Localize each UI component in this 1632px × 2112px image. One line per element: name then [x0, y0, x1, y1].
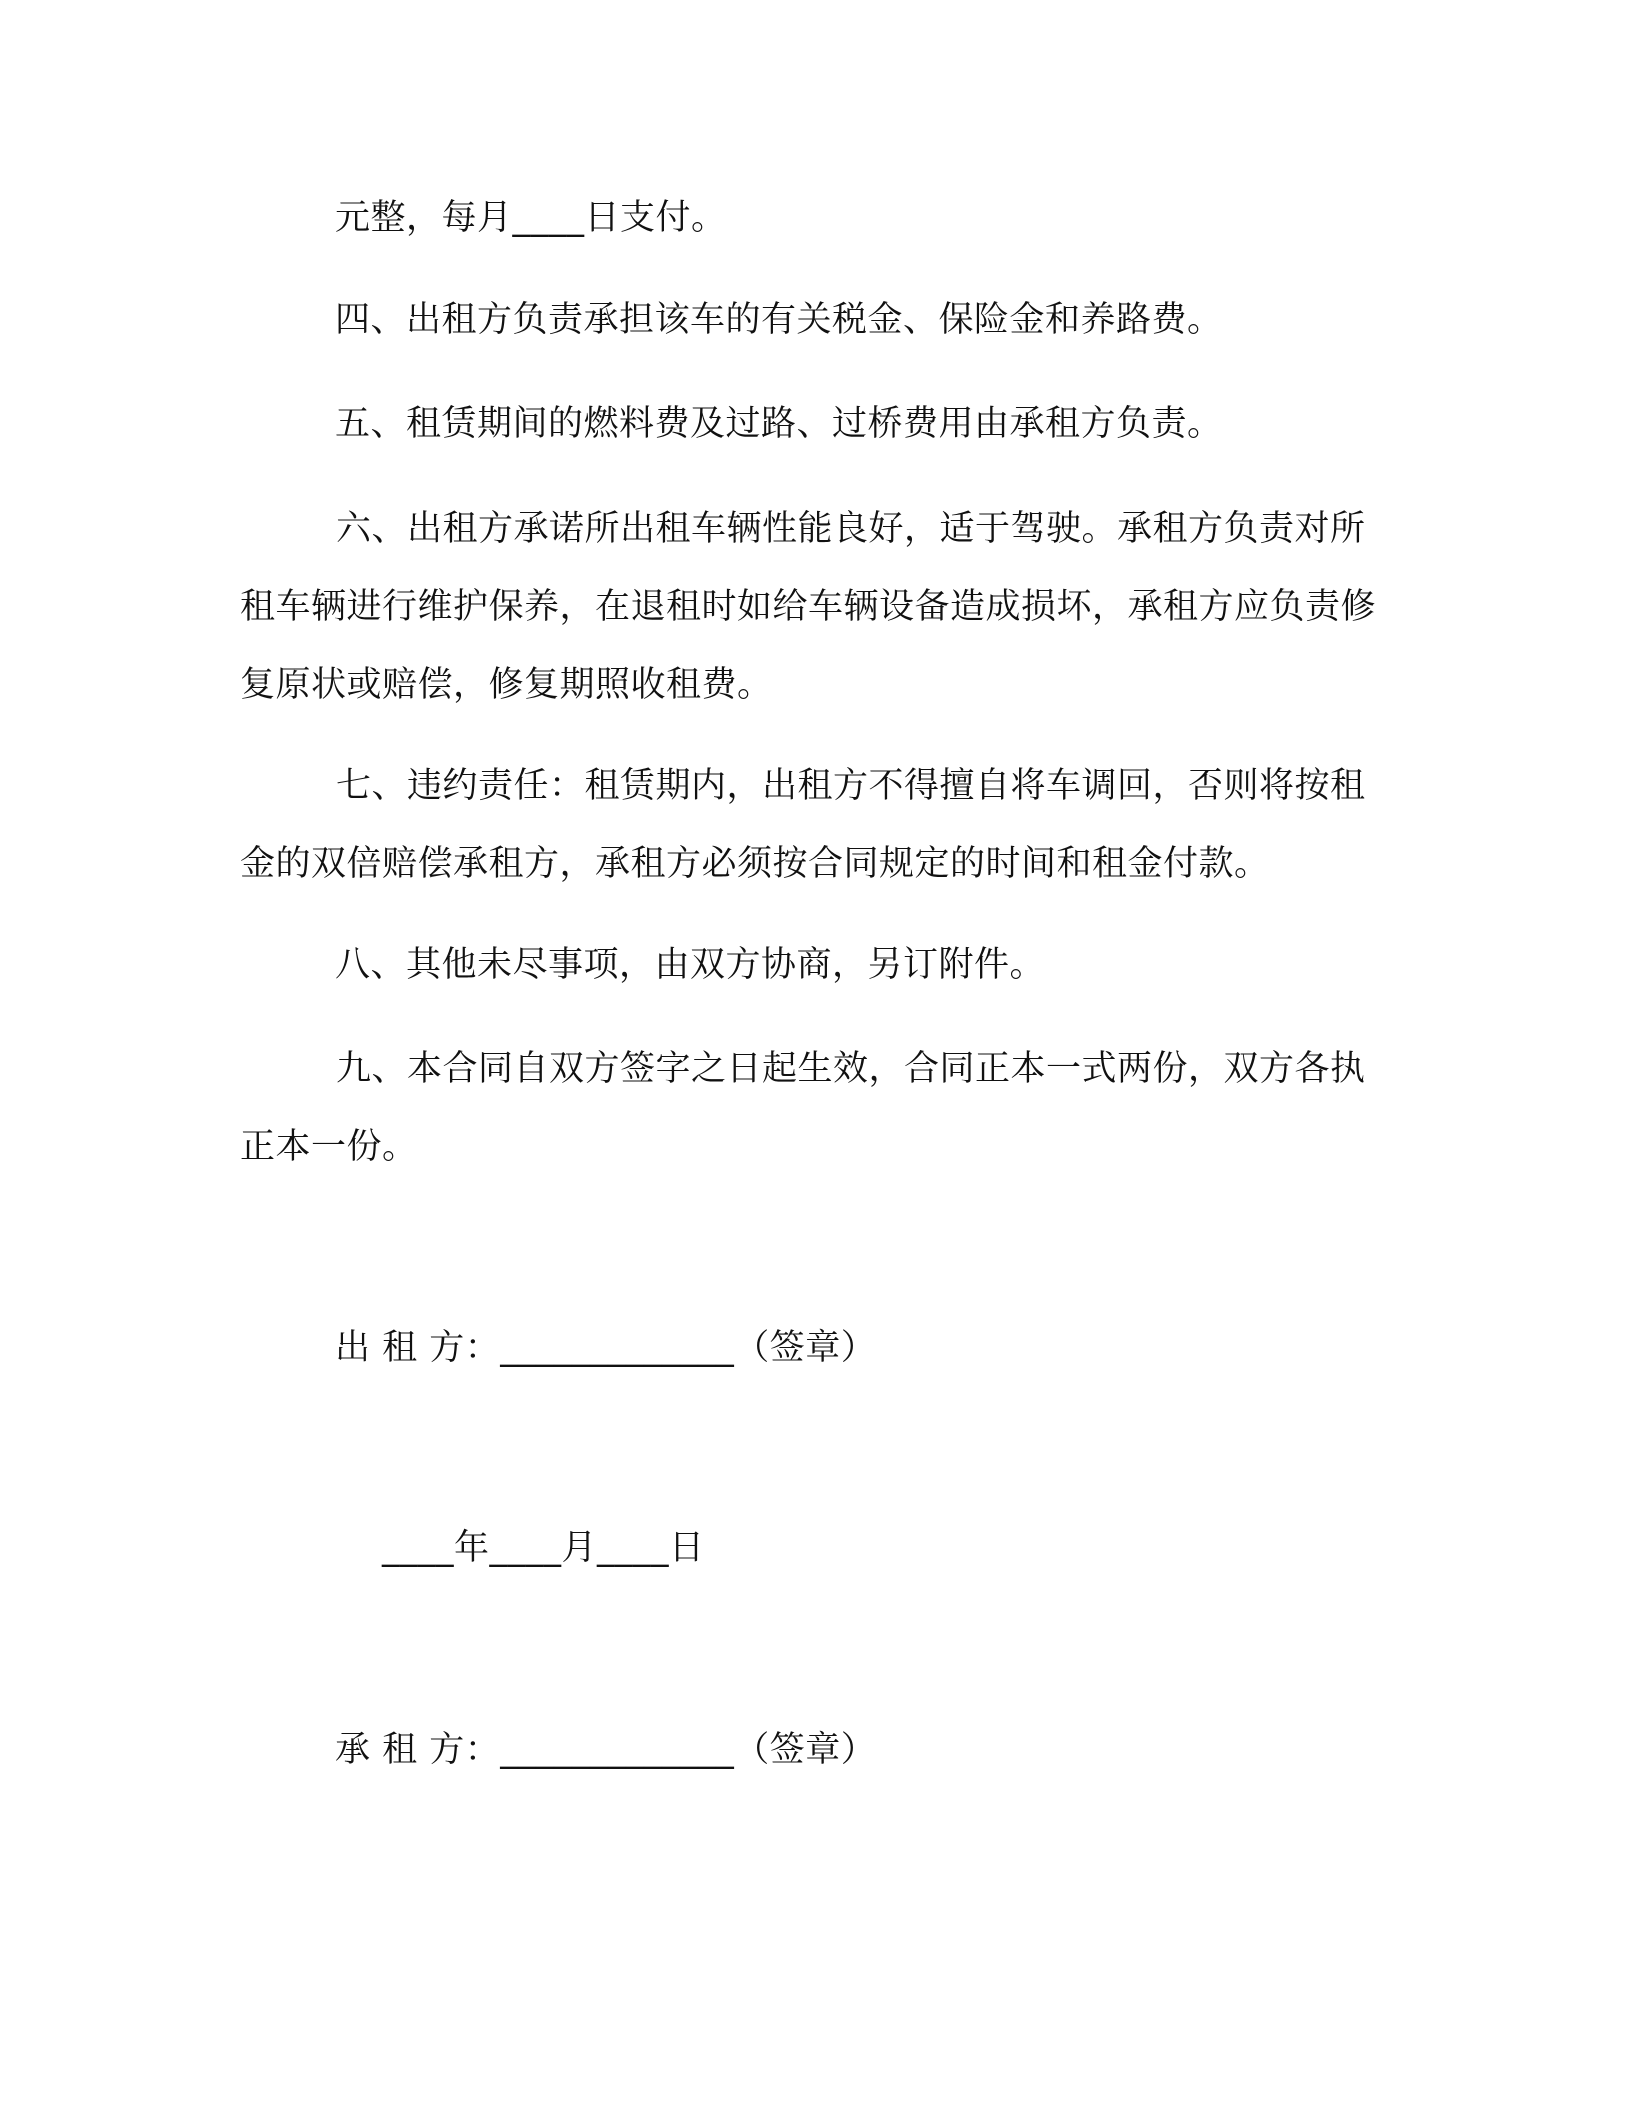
lessor-signature-line: 出 租 方：_____________（签章）: [335, 1328, 877, 1368]
clause-payment-continuation: 元整，每月____日支付。: [335, 198, 727, 238]
clause-7: 七、违约责任：租赁期内，出租方不得擅自将车调回，否则将按租金的双倍赔偿承租方，承租方必须按合同规定的时间和租金付款。: [240, 766, 1366, 884]
clause-6: 六、出租方承诺所出租车辆性能良好，适于驾驶。承租方负责对所租车辆进行维护保养，在退租时如给车辆设备造成损坏，承租方应负责修复原状或赔偿，修复期照收租费。: [240, 509, 1377, 705]
clause-5: 五、租赁期间的燃料费及过路、过桥费用由承租方负责。: [335, 404, 1223, 444]
signing-date-line: ____年____月____日: [382, 1528, 705, 1568]
clause-4: 四、出租方负责承担该车的有关税金、保险金和养路费。: [335, 300, 1223, 340]
lessee-signature-line: 承 租 方：_____________（签章）: [335, 1730, 877, 1770]
clause-9: 九、本合同自双方签字之日起生效，合同正本一式两份，双方各执正本一份。: [240, 1049, 1366, 1167]
clause-8: 八、其他未尽事项，由双方协商，另订附件。: [335, 945, 1046, 985]
